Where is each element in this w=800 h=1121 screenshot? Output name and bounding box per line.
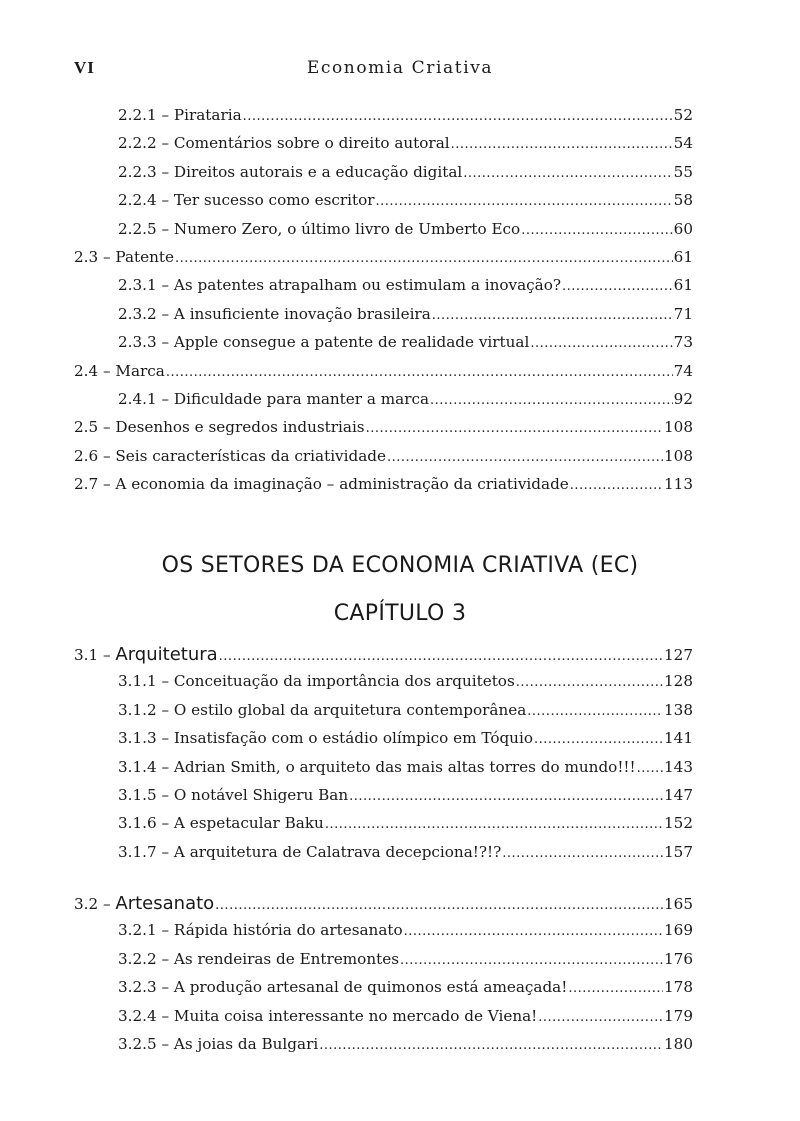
toc-entry <box>74 814 693 842</box>
toc-entry <box>74 248 693 276</box>
toc-entry <box>74 390 693 418</box>
toc-entry <box>74 921 693 949</box>
toc-entry-text: A economia da imaginação – administração da criatividade <box>115 475 569 494</box>
toc-entry-title: 2.2.1 – Pirataria <box>118 106 242 124</box>
toc-entry <box>74 106 693 134</box>
toc-entry-page: 113 <box>664 475 693 494</box>
toc-entry-number: 3.2.3 <box>118 978 157 997</box>
toc-entry-title: 3.1.3 – Insatisfação com o estádio olímpico em Tóquio <box>118 729 533 748</box>
toc-entry-text: Apple consegue a patente de realidade virtual <box>173 333 530 352</box>
toc-entry-text: Conceituação da importância dos arquitetos <box>173 672 515 691</box>
toc-entry-title: 3.1.6 – A espetacular Baku <box>118 814 324 833</box>
toc-entry <box>74 1007 693 1035</box>
toc-entry-text: Numero Zero, o último livro de Umberto Eco <box>173 219 521 238</box>
toc-entry-text: Dificuldade para manter a marca <box>173 389 430 408</box>
toc-entry <box>74 758 693 786</box>
dot-leader <box>400 953 663 968</box>
toc-entry-page: 61 <box>673 247 693 266</box>
toc-entry-page: 180 <box>664 1034 693 1053</box>
toc-entry-number: 2.2.1 <box>118 106 157 124</box>
toc-entry-title: 3.2.4 – Muita coisa interessante no mercado de Viena! <box>118 1006 538 1025</box>
toc-entry-title: 3.1.4 – Adrian Smith, o arquiteto das mais altas torres do mundo!!! <box>118 757 636 776</box>
toc-entry-title: 2.5 – Desenhos e segredos industriais <box>74 418 365 437</box>
toc-list-chapter-2 <box>74 106 693 503</box>
dot-leader <box>534 732 663 747</box>
toc-entry-text: Rápida história do artesanato <box>173 921 403 940</box>
toc-entry-title: 2.3.3 – Apple consegue a patente de realidade virtual <box>118 333 530 352</box>
toc-entry-text: As rendeiras de Entremontes <box>173 949 399 968</box>
toc-entry-text: Patente <box>115 247 174 266</box>
dot-leader <box>175 251 673 266</box>
toc-entry-number: 3.1.3 <box>118 729 157 748</box>
toc-entry-page: 92 <box>673 389 693 408</box>
toc-entry <box>74 276 693 304</box>
toc-entry-number: 2.2.2 <box>118 134 157 153</box>
toc-entry-title: 3.2.3 – A produção artesanal de quimonos está ameaçada! <box>118 978 568 997</box>
toc-entry-page: 60 <box>673 219 693 238</box>
dot-leader <box>319 1038 663 1053</box>
toc-entry <box>74 362 693 390</box>
toc-entry <box>74 333 693 361</box>
toc-entry-title: 3.1.7 – A arquitetura de Calatrava decepciona!?!? <box>118 842 502 861</box>
toc-entry-text: A espetacular Baku <box>173 814 324 833</box>
toc-entry-page: 58 <box>673 191 693 210</box>
toc-entry-page: 128 <box>664 672 693 691</box>
toc-entry-title: 2.2.4 – Ter sucesso como escritor <box>118 191 375 210</box>
toc-entry <box>74 1035 693 1063</box>
toc-entry-page: 152 <box>664 814 693 833</box>
toc-entry-title: 2.7 – A economia da imaginação – administração da criatividade <box>74 475 569 494</box>
toc-entry-number: 3.1 <box>74 646 99 664</box>
toc-entry-title: 2.3.2 – A insuficiente inovação brasileira <box>118 304 431 323</box>
page-header <box>74 58 726 84</box>
toc-entry-page: 71 <box>673 304 693 323</box>
toc-entry-title: 3.2 – Artesanato <box>74 893 215 914</box>
toc-entry-text: Marca <box>115 361 165 380</box>
toc-entry-number: 2.2.4 <box>118 191 157 210</box>
toc-entry-page: 176 <box>664 949 693 968</box>
dot-leader <box>451 137 673 152</box>
toc-entry-number: 3.1.1 <box>118 672 157 691</box>
toc-entry-number: 2.4.1 <box>118 389 157 408</box>
toc-entry-text: O estilo global da arquitetura contemporânea <box>173 700 527 719</box>
toc-entry-title: 3.1.5 – O notável Shigeru Ban <box>118 785 349 804</box>
toc-entry-number: 3.2.2 <box>118 949 157 968</box>
toc-entry-number: 3.1.7 <box>118 842 157 861</box>
toc-entry-number: 2.2.3 <box>118 162 157 181</box>
toc-entry-text: A insuficiente inovação brasileira <box>173 304 431 323</box>
toc-entry-page: 178 <box>664 978 693 997</box>
dot-leader <box>349 789 663 804</box>
toc-entry-page: 147 <box>664 785 693 804</box>
toc-entry-page: 157 <box>664 842 693 861</box>
toc-entry <box>74 163 693 191</box>
toc-entry-title: 2.6 – Seis características da criatividade <box>74 446 386 465</box>
toc-entry-text: Artesanato <box>115 893 215 914</box>
toc-entry-number: 3.1.2 <box>118 700 157 719</box>
toc-entry-number: 3.2.5 <box>118 1034 157 1053</box>
toc-entry-number: 3.2 <box>74 895 99 913</box>
toc-entry-page: 179 <box>664 1006 693 1025</box>
toc-entry-page: 138 <box>664 700 693 719</box>
toc-entry <box>74 978 693 1006</box>
toc-entry <box>74 220 693 248</box>
toc-entry <box>74 672 693 700</box>
section-heading: OS SETORES DA ECONOMIA CRIATIVA (EC) <box>161 553 639 578</box>
dot-leader <box>243 109 673 124</box>
dot-leader <box>530 336 672 351</box>
toc-entry-page: 55 <box>673 162 693 181</box>
toc-entry <box>74 786 693 814</box>
dot-leader <box>325 817 663 832</box>
toc-entry-text: As joias da Bulgari <box>173 1034 319 1053</box>
toc-entry-page: 165 <box>664 895 693 913</box>
toc-entry-title: 3.1.1 – Conceituação da importância dos arquitetos <box>118 672 515 691</box>
toc-entry-page: 73 <box>673 333 693 352</box>
dot-leader <box>527 704 663 719</box>
toc-entry-page: 108 <box>664 446 693 465</box>
toc-entry-page: 61 <box>673 276 693 295</box>
toc-entry-text: Direitos autorais e a educação digital <box>173 162 463 181</box>
toc-entry-page: 127 <box>664 646 693 664</box>
toc-entry-number: 2.3.1 <box>118 276 157 295</box>
dot-leader <box>502 846 663 861</box>
toc-entry <box>74 305 693 333</box>
toc-entry-number: 2.3 <box>74 247 99 266</box>
toc-entry <box>74 843 693 871</box>
dot-leader <box>219 649 663 664</box>
dot-leader <box>215 898 663 913</box>
toc-entry-text: Ter sucesso como escritor <box>173 191 375 210</box>
toc-entry-text: Seis características da criatividade <box>115 446 386 465</box>
toc-entry-number: 2.5 <box>74 418 99 437</box>
page-number: VI <box>74 58 95 77</box>
toc-entry-page: 52 <box>673 106 693 124</box>
toc-entry <box>74 134 693 162</box>
toc-entry-page: 108 <box>664 418 693 437</box>
toc-entry-page: 141 <box>664 729 693 748</box>
toc-entry <box>74 475 693 503</box>
dot-leader <box>562 279 673 294</box>
toc-entry <box>74 950 693 978</box>
toc-entry-title: 2.4 – Marca <box>74 361 165 380</box>
toc-entry-title: 3.1 – Arquitetura <box>74 644 218 665</box>
dot-leader <box>376 194 673 209</box>
dot-leader <box>432 308 673 323</box>
toc-entry-title: 2.4.1 – Dificuldade para manter a marca <box>118 389 430 408</box>
toc-entry-text: A arquitetura de Calatrava decepciona!?!? <box>173 842 502 861</box>
toc-entry-number: 3.2.4 <box>118 1006 157 1025</box>
dot-leader <box>637 761 663 776</box>
toc-entry-title: 2.2.2 – Comentários sobre o direito autoral <box>118 134 450 153</box>
toc-entry-number: 2.2.5 <box>118 219 157 238</box>
toc-entry-title: 2.3.1 – As patentes atrapalham ou estimulam a inovação? <box>118 276 561 295</box>
dot-leader <box>387 450 663 465</box>
dot-leader <box>430 393 673 408</box>
toc-entry <box>74 644 693 672</box>
toc-entry-text: Arquitetura <box>115 644 218 665</box>
toc-entry-number: 3.2.1 <box>118 921 157 940</box>
toc-entry-number: 2.3.2 <box>118 304 157 323</box>
toc-entry-number: 2.6 <box>74 446 99 465</box>
dot-leader <box>516 675 663 690</box>
dot-leader <box>463 166 672 181</box>
dot-leader <box>366 421 663 436</box>
dot-leader <box>404 924 663 939</box>
toc-entry <box>74 893 693 921</box>
toc-entry-number: 3.1.6 <box>118 814 157 833</box>
toc-entry <box>74 418 693 446</box>
toc-entry-text: As patentes atrapalham ou estimulam a inovação? <box>173 276 561 295</box>
toc-entry-page: 74 <box>673 361 693 380</box>
toc-entry <box>74 701 693 729</box>
dot-leader <box>538 1010 663 1025</box>
dot-leader <box>521 223 672 238</box>
toc-list-crafts <box>74 893 693 1063</box>
toc-entry-title: 3.2.5 – As joias da Bulgari <box>118 1034 319 1053</box>
toc-entry-text: Comentários sobre o direito autoral <box>173 134 450 153</box>
toc-entry-number: 2.4 <box>74 361 99 380</box>
toc-entry-text: Insatisfação com o estádio olímpico em Tóquio <box>173 729 533 748</box>
toc-entry <box>74 191 693 219</box>
toc-list-architecture <box>74 644 693 871</box>
toc-entry-page: 54 <box>673 134 693 153</box>
toc-entry-text: Desenhos e segredos industriais <box>115 418 365 437</box>
toc-entry <box>74 447 693 475</box>
toc-entry-text: Adrian Smith, o arquiteto das mais altas torres do mundo!!! <box>173 757 636 776</box>
dot-leader <box>166 365 673 380</box>
toc-entry-title: 2.3 – Patente <box>74 247 174 266</box>
toc-entry-page: 143 <box>664 757 693 776</box>
toc-entry-title: 3.1.2 – O estilo global da arquitetura contemporânea <box>118 700 527 719</box>
toc-entry <box>74 729 693 757</box>
toc-entry-title: 2.2.5 – Numero Zero, o último livro de Umberto Eco <box>118 219 521 238</box>
dot-leader <box>568 981 663 996</box>
toc-entry-title: 3.2.2 – As rendeiras de Entremontes <box>118 949 399 968</box>
chapter-heading: CAPÍTULO 3 <box>333 601 467 626</box>
toc-entry-text: Pirataria <box>173 106 242 124</box>
toc-entry-number: 2.3.3 <box>118 333 157 352</box>
toc-entry-number: 3.1.5 <box>118 785 157 804</box>
toc-entry-title: 2.2.3 – Direitos autorais e a educação digital <box>118 162 463 181</box>
toc-entry-number: 3.1.4 <box>118 757 157 776</box>
toc-entry-page: 169 <box>664 921 693 940</box>
toc-entry-text: O notável Shigeru Ban <box>173 785 349 804</box>
dot-leader <box>570 478 663 493</box>
toc-entry-number: 2.7 <box>74 475 99 494</box>
toc-entry-title: 3.2.1 – Rápida história do artesanato <box>118 921 403 940</box>
toc-entry-text: Muita coisa interessante no mercado de Viena! <box>173 1006 538 1025</box>
toc-entry-text: A produção artesanal de quimonos está ameaçada! <box>173 978 568 997</box>
running-title: Economia Criativa <box>306 58 494 78</box>
